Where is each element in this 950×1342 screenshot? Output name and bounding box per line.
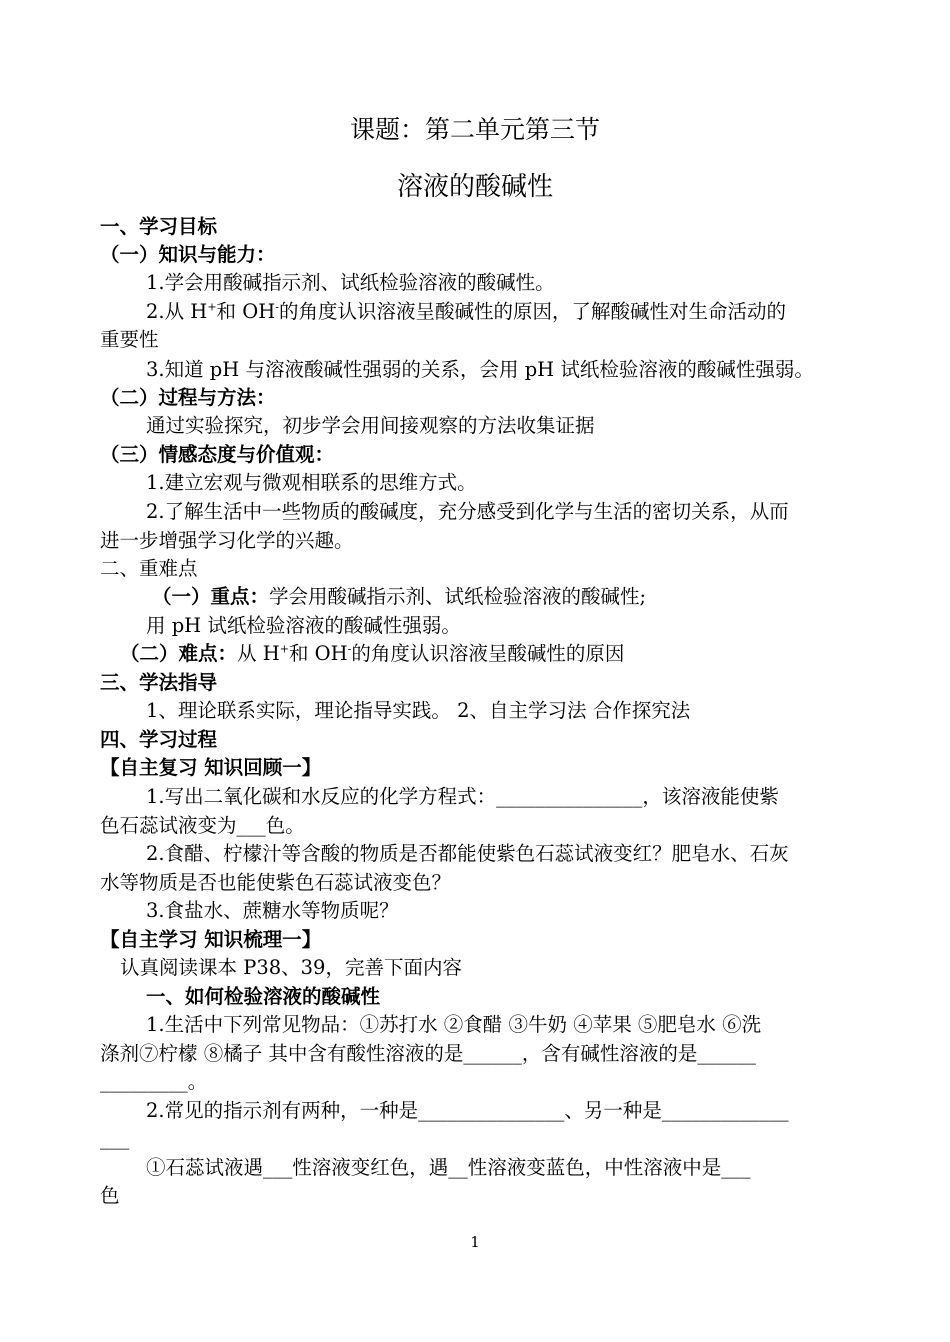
section-heading-objectives: 一、学习目标 <box>100 215 218 238</box>
lesson-subtitle: 溶液的酸碱性 <box>396 172 553 202</box>
subheading-knowledge: （一）知识与能力： <box>100 243 276 266</box>
keypoint-line <box>152 583 912 611</box>
review-question-2: 2.食醋、柠檬汁等含酸的物质是否都能使紫色石蕊试液变红？肥皂水、石灰 <box>146 842 789 865</box>
keypoint-label: （一）重点： <box>152 585 270 608</box>
study-question-1: 1.生活中下列常见物品：①苏打水 ②食醋 ③牛奶 ④苹果 ⑤肥皂水 ⑥洗 <box>146 1013 762 1036</box>
difficulty-text: 从 H+和 OH-的角度认识溶液呈酸碱性的原因 <box>237 642 625 665</box>
objective-1: 1.学会用酸碱指示剂、试纸检验溶液的酸碱性。 <box>146 271 555 294</box>
review-heading: 【自主复习 知识回顾一】 <box>100 756 322 779</box>
attitude-1: 1.建立宏观与微观相联系的思维方式。 <box>146 471 477 494</box>
subheading-process: （二）过程与方法： <box>100 386 276 409</box>
study-question-2: 2.常见的指示剂有两种，一种是_______________、另一种是_____________ <box>146 1099 789 1122</box>
review-question-1: 1.写出二氧化碳和水反应的化学方程式：_______________，该溶液能使紫 <box>146 785 779 808</box>
review-question-1-cont: 色石蕊试液变为___色。 <box>100 814 305 837</box>
study-question-2-sub1: ①石蕊试液遇___性溶液变红色，遇__性溶液变蓝色，中性溶液中是___ <box>146 1156 751 1179</box>
study-question-2-sub1-cont: 色 <box>100 1184 120 1207</box>
method-text: 1、理论联系实际，理论指导实践。 2、自主学习法 合作探究法 <box>146 699 691 722</box>
keypoint-cont: 用 pH 试纸检验溶液的酸碱性强弱。 <box>146 614 461 637</box>
process-text: 通过实验探究，初步学会用间接观察的方法收集证据 <box>146 414 595 437</box>
study-heading: 【自主学习 知识梳理一】 <box>100 928 322 951</box>
objective-3: 3.知道 pH 与溶液酸碱性强弱的关系，会用 pH 试纸检验溶液的酸碱性强弱。 <box>146 358 814 381</box>
keypoint-text: 学会用酸碱指示剂、试纸检验溶液的酸碱性; <box>269 585 647 608</box>
study-question-1-cont: 涤剂⑦柠檬 ⑧橘子 其中含有酸性溶液的是______，含有碱性溶液的是______ <box>100 1042 756 1065</box>
study-subheading: 一、如何检验溶液的酸碱性 <box>146 985 381 1008</box>
section-heading-process: 四、学习过程 <box>100 728 218 751</box>
subheading-attitude: （三）情感态度与价值观： <box>100 443 335 466</box>
study-question-1-cont2: _________。 <box>100 1070 208 1093</box>
lesson-title: 课题：第二单元第三节 <box>349 115 600 144</box>
objective-2-cont: 重要性 <box>100 328 159 351</box>
section-heading-method: 三、学法指导 <box>100 671 218 694</box>
study-question-2-cont: ___ <box>100 1127 130 1150</box>
page-number: 1 <box>470 1233 480 1251</box>
section-heading-keypoints: 二、重难点 <box>100 557 198 580</box>
study-instruction: 认真阅读课本 P38、39，完善下面内容 <box>120 956 462 979</box>
difficulty-line <box>120 640 880 668</box>
objective-2: 2.从 H+和 OH-的角度认识溶液呈酸碱性的原因，了解酸碱性对生命活动的 <box>146 300 786 323</box>
attitude-2: 2.了解生活中一些物质的酸碱度，充分感受到化学与生活的密切关系，从而 <box>146 500 789 523</box>
review-question-2-cont: 水等物质是否也能使紫色石蕊试液变色？ <box>100 871 452 894</box>
difficulty-label: （二）难点： <box>120 642 238 665</box>
attitude-2-cont: 进一步增强学习化学的兴趣。 <box>100 529 354 552</box>
review-question-3: 3.食盐水、蔗糖水等物质呢？ <box>146 899 399 922</box>
